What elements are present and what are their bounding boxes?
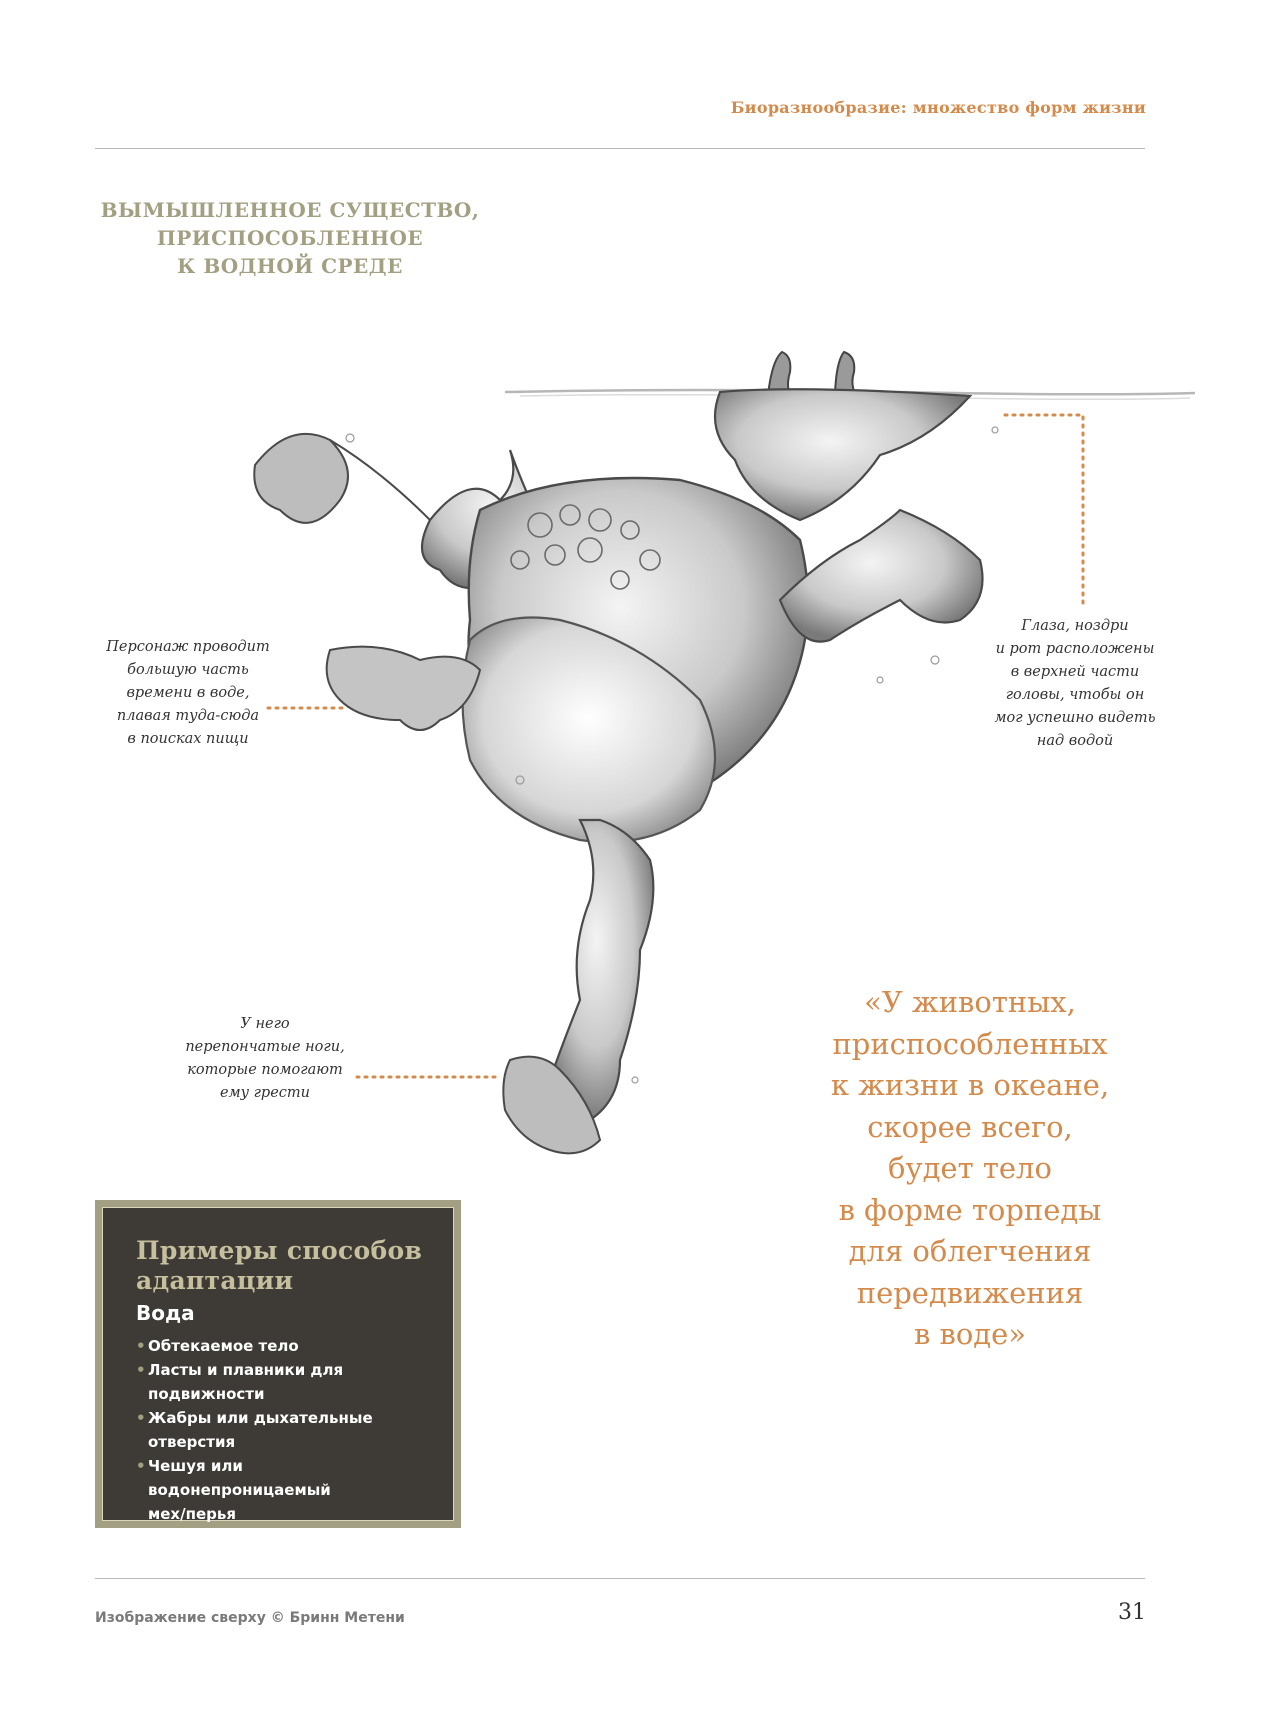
list-item-text: мех/перья [148, 1505, 236, 1523]
callout-line: мог успешно видеть [994, 710, 1156, 726]
creature-eye-right [835, 352, 856, 395]
adaptation-title-line: Примеры способов [136, 1236, 423, 1265]
bullet-icon: • [136, 1337, 146, 1355]
callout-line: У него [240, 1016, 290, 1032]
creature-hand-left [254, 434, 348, 523]
callout-line: ему грести [219, 1085, 311, 1101]
quote-line: для облегчения [848, 1234, 1092, 1268]
list-item [136, 1454, 429, 1526]
adaptation-list [136, 1334, 429, 1526]
section-title-line: К ВОДНОЙ СРЕДЕ [177, 254, 403, 278]
list-item [136, 1358, 429, 1406]
page-number: 31 [1118, 1600, 1146, 1625]
footer-rule [95, 1578, 1145, 1579]
callout-line: плавая туда-сюда [116, 708, 260, 724]
callout-left [88, 636, 288, 751]
callout-line: большую часть [127, 662, 249, 678]
adaptation-box-subtitle: Вода [136, 1301, 195, 1325]
callout-line: в поисках пищи [127, 731, 249, 747]
quote-line: «У животных, [864, 985, 1076, 1019]
bullet-icon: • [136, 1457, 146, 1475]
pull-quote [790, 982, 1150, 1356]
quote-line: передвижения [856, 1275, 1084, 1310]
callout-bottom [175, 1013, 355, 1105]
running-head: Биоразнообразие: множество форм жизни [730, 98, 1146, 117]
list-item-text: Обтекаемое тело [148, 1337, 299, 1355]
quote-line: к жизни в океане, [830, 1068, 1110, 1102]
callout-line: которые помогают [187, 1062, 343, 1078]
adaptation-title-line: адаптации [136, 1266, 294, 1295]
callout-line: и рот расположены [995, 641, 1155, 657]
bullet-icon: • [136, 1361, 146, 1379]
list-item-text: Чешуя или водонепроницаемый [148, 1457, 331, 1499]
callout-line: Персонаж проводит [106, 639, 270, 655]
quote-line: будет тело [888, 1151, 1052, 1185]
adaptation-box-inner [102, 1207, 454, 1521]
adaptation-box-title [136, 1236, 429, 1296]
creature-arm-front [327, 647, 480, 730]
list-item-text: Жабры или дыхательные [148, 1409, 373, 1427]
callout-line: в верхней части [1010, 664, 1140, 680]
list-item-text: отверстия [148, 1433, 236, 1451]
creature-head [715, 389, 970, 520]
list-item [136, 1334, 429, 1358]
list-item-text: Ласты и плавники для [148, 1361, 344, 1379]
section-title-line: ПРИСПОСОБЛЕННОЕ [156, 226, 424, 250]
callout-right [975, 615, 1175, 753]
callout-line: над водой [1036, 733, 1114, 749]
image-credit: Изображение сверху © Бринн Метени [95, 1610, 405, 1626]
quote-line: в воде» [913, 1317, 1027, 1351]
list-item-text: подвижности [148, 1385, 265, 1403]
callout-line: времени в воде, [126, 685, 250, 701]
list-item [136, 1406, 429, 1454]
callout-line: Глаза, ноздри [1021, 618, 1129, 634]
bullet-icon: • [136, 1409, 146, 1427]
callout-line: перепончатые ноги, [185, 1039, 345, 1055]
quote-line: приспособленных [832, 1026, 1108, 1061]
section-title-line: ВЫМЫШЛЕННОЕ СУЩЕСТВО, [100, 198, 480, 222]
quote-line: в форме торпеды [838, 1192, 1102, 1227]
callout-line: головы, чтобы он [1005, 687, 1145, 703]
adaptation-box [95, 1200, 461, 1528]
creature-arm-right [780, 510, 983, 642]
quote-line: скорее всего, [867, 1109, 1073, 1144]
